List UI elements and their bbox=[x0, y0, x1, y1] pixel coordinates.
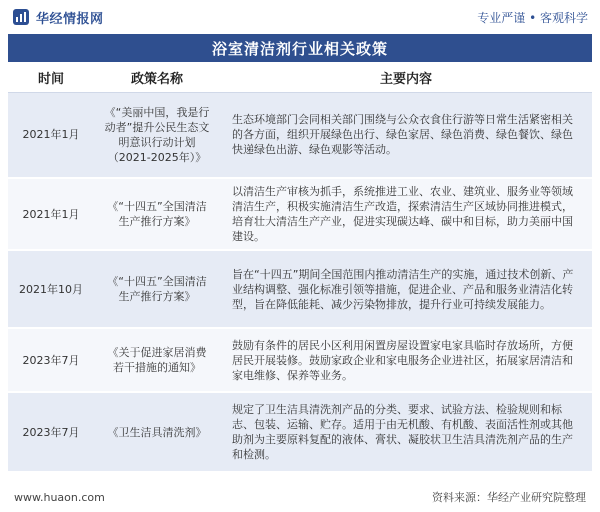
row-content: 鼓励有条件的居民小区利用闲置房屋设置家电家具临时存放场所，方便居民开展装修。鼓励家政企业和家电服务企业进社区，拓展家居清洁和家电维修、保养等业务。 bbox=[220, 328, 592, 392]
row-policy-name: 《“十四五”全国清洁生产推行方案》 bbox=[94, 178, 220, 250]
column-header-time: 时间 bbox=[8, 64, 94, 92]
row-time: 2023年7月 bbox=[8, 328, 94, 392]
row-content: 旨在“十四五”期间全国范围内推动清洁生产的实施，通过技术创新、产业结构调整、强化标准引领等措施，促进企业、产品和服务业清洁化转型，旨在降低能耗、减少污染物排放，提升行业可持续发展能力。 bbox=[220, 250, 592, 328]
row-content: 规定了卫生洁具清洗剂产品的分类、要求、试验方法、检验规则和标志、包装、运输、贮存。适用于由无机酸、有机酸、表面活性剂或其他助剂为主要原料复配的液体、膏状、凝胶状卫生洁具清洗剂产品的生产和检测。 bbox=[220, 392, 592, 472]
footer bbox=[0, 482, 600, 512]
logo bbox=[12, 8, 104, 27]
table-row bbox=[8, 328, 592, 392]
table-row bbox=[8, 178, 592, 250]
row-time: 2021年1月 bbox=[8, 178, 94, 250]
row-time: 2023年7月 bbox=[8, 392, 94, 472]
top-header bbox=[0, 0, 600, 34]
column-header-content: 主要内容 bbox=[220, 64, 592, 92]
row-content: 以清洁生产审核为抓手，系统推进工业、农业、建筑业、服务业等领域清洁生产，积极实施清洁生产改造，探索清洁生产区域协同推进模式，培育壮大清洁生产产业，促进实现碳达峰、碳中和目标，助力美丽中国建设。 bbox=[220, 178, 592, 250]
row-time: 2021年10月 bbox=[8, 250, 94, 328]
row-policy-name: 《“十四五”全国清洁生产推行方案》 bbox=[94, 250, 220, 328]
policy-table bbox=[8, 64, 592, 473]
row-policy-name: 《“美丽中国，我是行动者”提升公民生态文明意识行动计划（2021-2025年）》 bbox=[94, 92, 220, 178]
slogan: 专业严谨 • 客观科学 bbox=[477, 10, 588, 25]
page-title: 浴室清洁剂行业相关政策 bbox=[8, 34, 592, 62]
row-policy-name: 《卫生洁具清洗剂》 bbox=[94, 392, 220, 472]
table-row bbox=[8, 250, 592, 328]
footer-source: 资料来源：华经产业研究院整理 bbox=[432, 491, 586, 504]
row-content: 生态环境部门会同相关部门围绕与公众衣食住行游等日常生活紧密相关的各方面，组织开展绿色出行、绿色家居、绿色消费、绿色餐饮、绿色快递绿色出游、绿色观影等活动。 bbox=[220, 92, 592, 178]
logo-text: 华经情报网 bbox=[36, 11, 104, 27]
logo-icon bbox=[12, 8, 30, 26]
table-row bbox=[8, 92, 592, 178]
column-header-name: 政策名称 bbox=[94, 64, 220, 92]
table-row bbox=[8, 392, 592, 472]
row-time: 2021年1月 bbox=[8, 92, 94, 178]
footer-website: www.huaon.com bbox=[14, 490, 105, 504]
table-header-row bbox=[8, 64, 592, 92]
row-policy-name: 《关于促进家居消费若干措施的通知》 bbox=[94, 328, 220, 392]
